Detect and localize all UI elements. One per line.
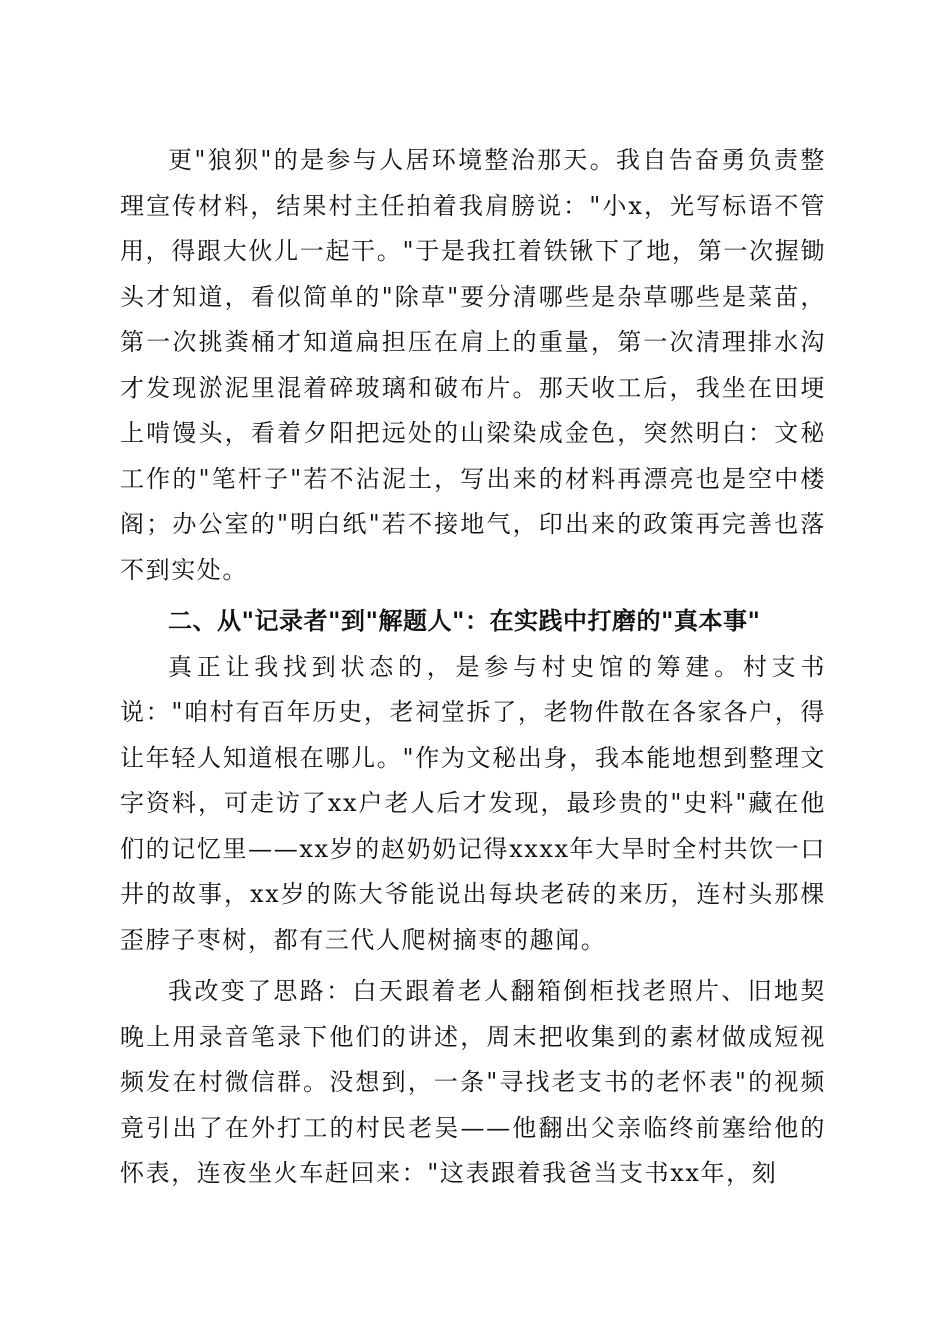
section-heading-two: 二、从"记录者"到"解题人"：在实践中打磨的"真本事" (168, 607, 761, 635)
paragraph-village-history-museum: 真正让我找到状态的，是参与村史馆的筹建。村支书说："咱村有百年历史，老祠堂拆了，老物件散在各家各户，得让年轻人知道根在哪儿。"作为文秘出身，我本能地想到整理文字资料，可走访了xx户老人后才发现，最珍贵的"史料"藏在他们的记忆里——xx岁的赵奶奶记得xxxx年大旱时全村共饮一口井的故事，xx岁的陈大爷能说出每块老砖的来历，连村头那棵歪脖子枣树，都有三代人爬树摘枣的趣闻。 (120, 652, 826, 954)
paragraph-changed-approach: 我改变了思路：白天跟着老人翻箱倒柜找老照片、旧地契晚上用录音笔录下他们的讲述，周末把收集到的素材做成短视频发在村微信群。没想到，一条"寻找老支书的老怀表"的视频竟引出了在外打工的村民老吴——他翻出父亲临终前塞给他的怀表，连夜坐火车赶回来："这表跟着我爸当支书xx年，刻 (120, 977, 826, 1187)
document-page (120, 138, 826, 1197)
paragraph-environment-cleanup: 更"狼狈"的是参与人居环境整治那天。我自告奋勇负责整理宣传材料，结果村主任拍着我肩膀说："小x，光写标语不管用，得跟大伙儿一起干。"于是我扛着铁锹下了地，第一次握锄头才知道，看似简单的"除草"要分清哪些是杂草哪些是菜苗，第一次挑粪桶才知道扁担压在肩上的重量，第一次清理排水沟才发现淤泥里混着碎玻璃和破布片。那天收工后，我坐在田埂上啃馒头，看着夕阳把远处的山梁染成金色，突然明白：文秘工作的"笔杆子"若不沾泥土，写出来的材料再漂亮也是空中楼阁；办公室的"明白纸"若不接地气，印出来的政策再完善也落不到实处。 (120, 146, 826, 584)
